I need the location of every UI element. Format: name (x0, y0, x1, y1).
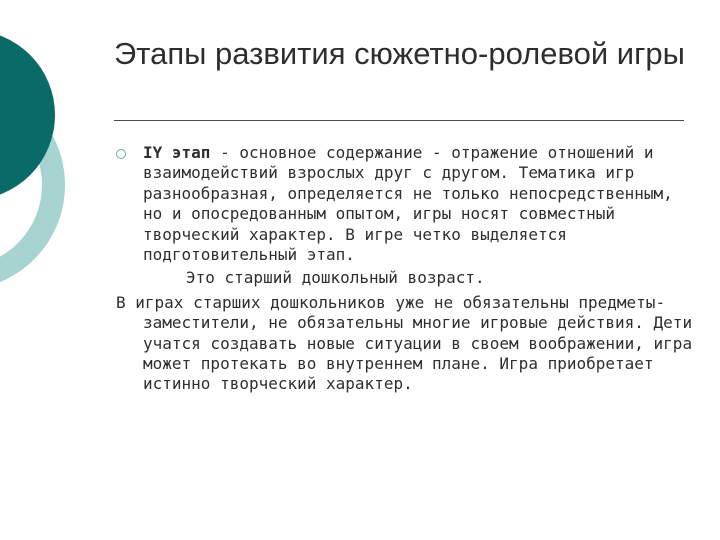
decorative-circles (0, 0, 120, 300)
slide-body (116, 143, 696, 395)
second-paragraph: В играх старших дошкольников уже не обязательны предметы-заместители, не обязательны многие игровые действия. Дети учатся создавать новые ситуации в своем воображении, игра может протекать во внутреннем плане. Игра приобретает истинно творческий характер. (116, 292, 693, 394)
bullet-paragraph (116, 143, 696, 265)
stage-description: - основное содержание - отражение отношений и взаимодействий взрослых друг с другом. Тематика игр разнообразная, определяется не только непосредственным, но и опосредованным опытом, игры носят совместный творческий характер. В игре четко выделяется подготовительный этап. (143, 143, 673, 265)
circle-bullet-icon (116, 149, 126, 159)
stage-label: IY этап (143, 143, 211, 162)
slide-title: Этапы развития сюжетно-ролевой игры (114, 36, 685, 71)
title-divider (114, 120, 684, 121)
age-line: Это старший дошкольный возраст. (186, 268, 485, 288)
